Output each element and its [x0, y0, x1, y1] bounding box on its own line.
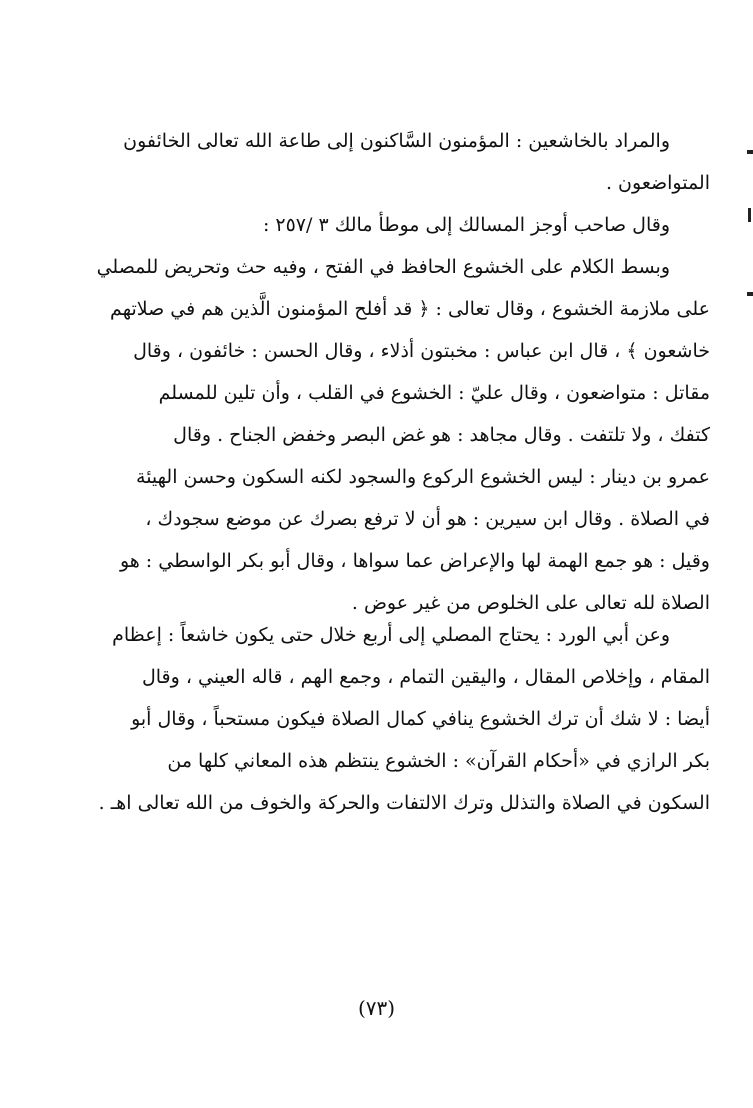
- text-line: في الصلاة . وقال ابن سيرين : هو أن لا ترفع بصرك عن موضع سجودك ،: [145, 508, 710, 530]
- text-line: المقام ، وإخلاص المقال ، واليقين التمام ، وجمع الهم ، قاله العيني ، وقال: [141, 666, 710, 688]
- text-line: على ملازمة الخشوع ، وقال تعالى : ﴿ قد أفلح المؤمنون الَّذين هم في صلاتهم: [110, 298, 710, 320]
- paragraph-khashiin-meaning: [78, 120, 710, 204]
- text-line: خاشعون ﴾ ، قال ابن عباس : مخبتون أذلاء ، وقال الحسن : خائفون ، وقال: [133, 340, 710, 362]
- paragraph-khushu-explanation: [78, 246, 710, 624]
- text-line: الصلاة لله تعالى على الخلوص من غير عوض .: [351, 592, 710, 614]
- margin-mark: [747, 292, 753, 296]
- margin-mark: [748, 208, 751, 222]
- text-line: وبسط الكلام على الخشوع الحافظ في الفتح ، وفيه حث وتحريض للمصلي: [96, 256, 670, 278]
- paragraph-abi-alward: [78, 614, 710, 824]
- margin-mark: [747, 150, 753, 154]
- text-line: مقاتل : متواضعون ، وقال عليّ : الخشوع في القلب ، وأن تلين للمسلم: [158, 382, 710, 404]
- text-line: بكر الرازي في «أحكام القرآن» : الخشوع ينتظم هذه المعاني كلها من: [167, 750, 710, 772]
- text-line: السكون في الصلاة والتذلل وترك الالتفات والحركة والخوف من الله تعالى اهـ .: [98, 792, 710, 814]
- text-line: وعن أبي الورد : يحتاج المصلي إلى أربع خلال حتى يكون خاشعاً : إعظام: [112, 624, 670, 646]
- text-line: وقيل : هو جمع الهمة لها والإعراض عما سواها ، وقال أبو بكر الواسطي : هو: [119, 550, 710, 572]
- text-line: وقال صاحب أوجز المسالك إلى موطأ مالك ٣ /٢٥٧ :: [262, 214, 670, 236]
- text-line: أيضا : لا شك أن ترك الخشوع ينافي كمال الصلاة فيكون مستحباً ، وقال أبو: [131, 708, 710, 730]
- text-line: المتواضعون .: [605, 172, 710, 194]
- text-line: والمراد بالخاشعين : المؤمنون السَّاكنون إلى طاعة الله تعالى الخائفون: [123, 130, 670, 152]
- text-line: كتفك ، ولا تلتفت . وقال مجاهد : هو غض البصر وخفض الجناح . وقال: [173, 424, 710, 446]
- text-line: عمرو بن دينار : ليس الخشوع الركوع والسجود لكنه السكون وحسن الهيئة: [136, 466, 710, 488]
- paragraph-awjaz-reference: [78, 204, 710, 246]
- page-number: (٧٣): [357, 996, 396, 1020]
